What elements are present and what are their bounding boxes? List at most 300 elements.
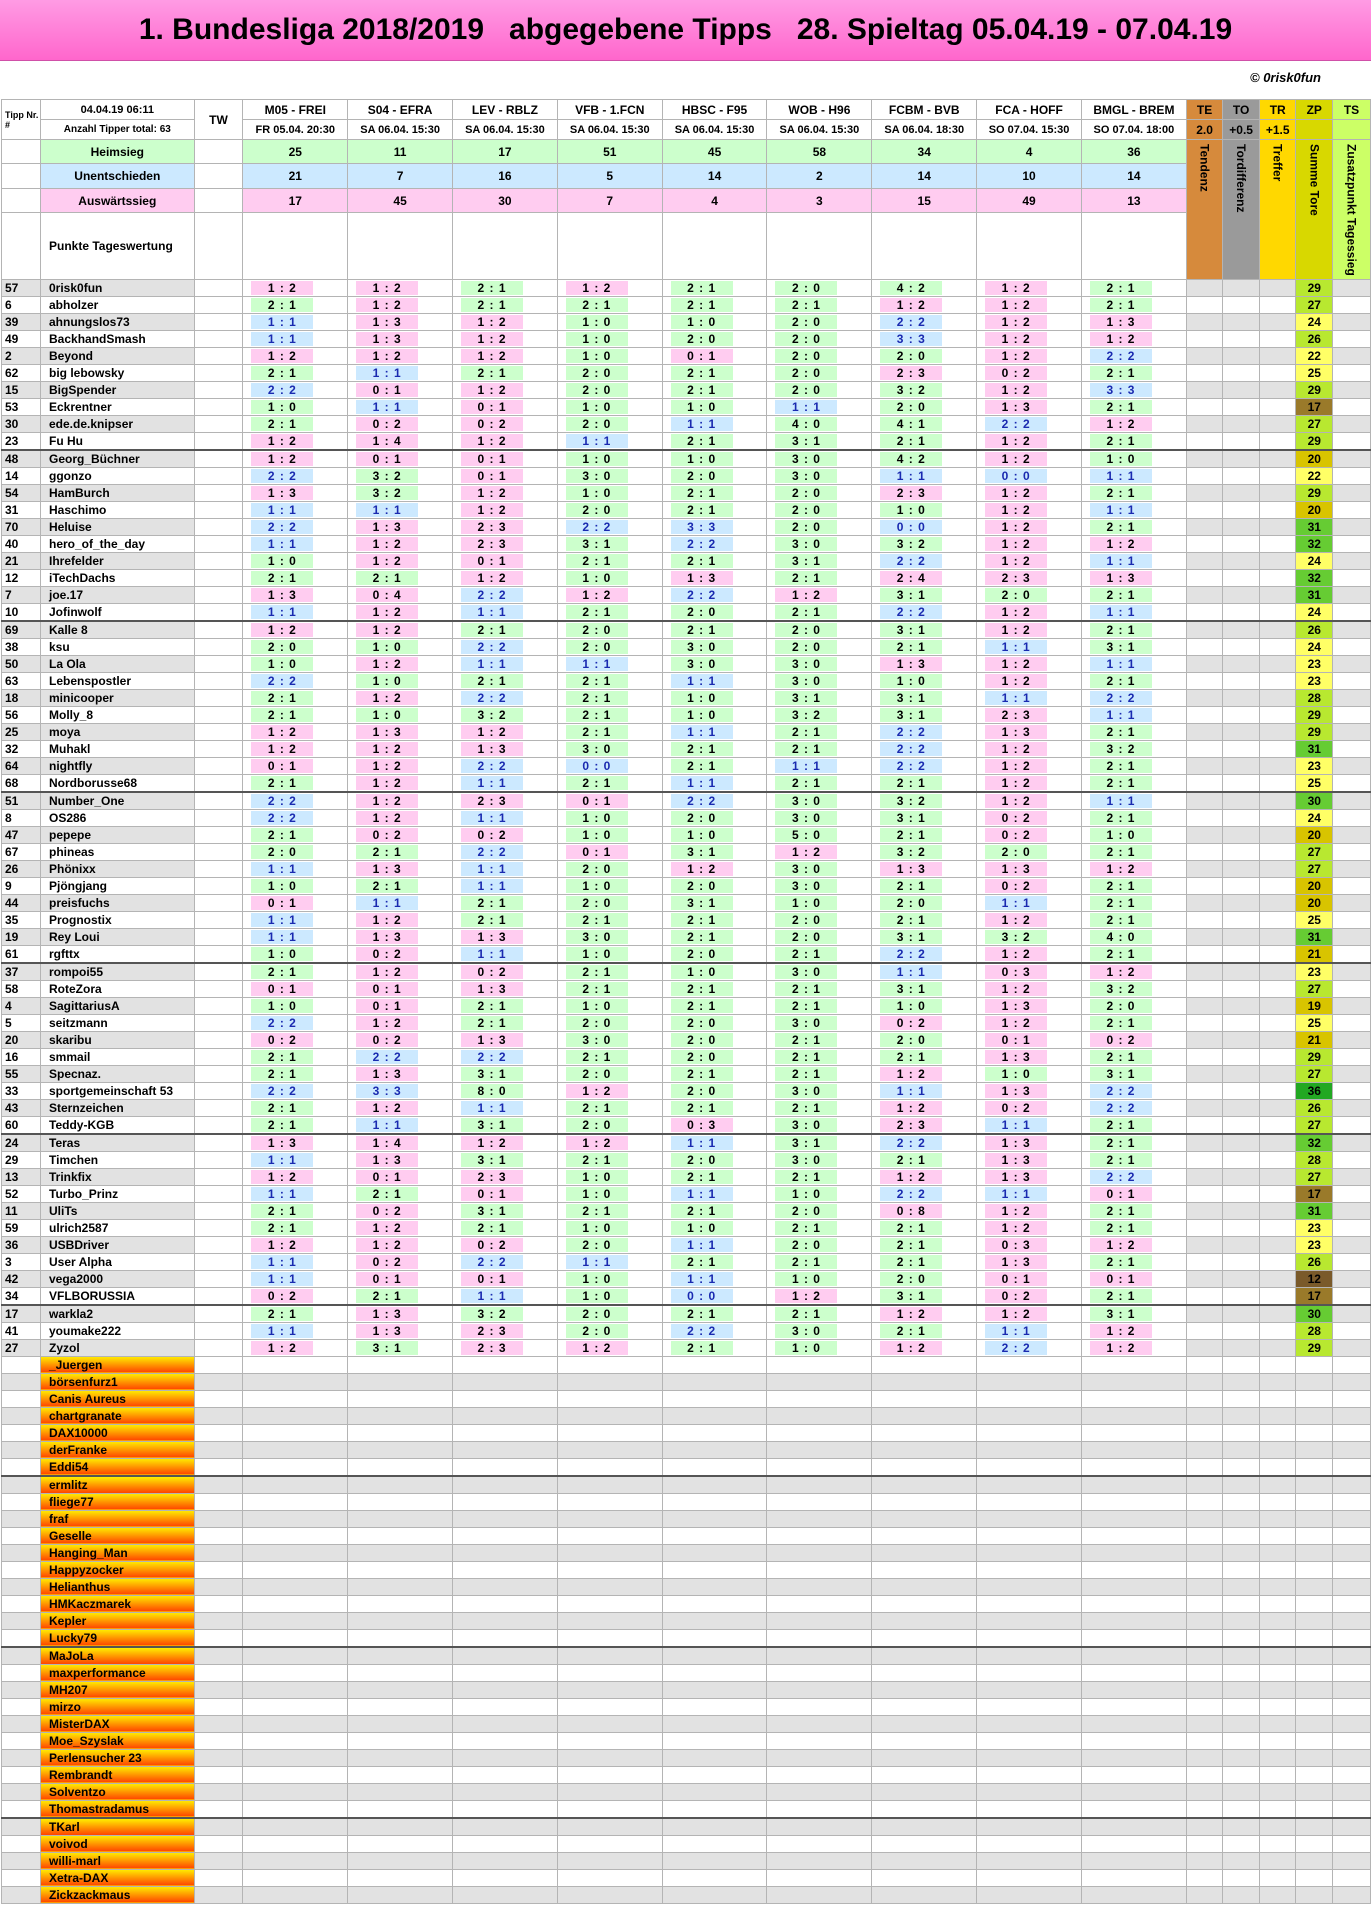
- zp-value: 27: [1296, 415, 1333, 432]
- tip-cell: [348, 501, 453, 518]
- summary-unent: 16: [453, 164, 558, 188]
- blank-cell: [453, 1390, 558, 1407]
- tip-value: 2 : 0: [775, 315, 837, 329]
- ts-cell: [1333, 1253, 1371, 1270]
- match-date: SA 06.04. 15:30: [557, 120, 662, 140]
- tip-value: 1 : 1: [985, 1118, 1047, 1132]
- tip-cell: [662, 1048, 767, 1065]
- blank-cell: [1081, 1527, 1186, 1544]
- tip-cell: [243, 279, 348, 296]
- tip-cell: [243, 518, 348, 535]
- tip-value: 2 : 1: [1090, 1289, 1152, 1303]
- tipper-nr: 39: [2, 313, 41, 330]
- summary-ausw: 4: [662, 188, 767, 212]
- tip-value: 8 : 0: [461, 1084, 523, 1098]
- tip-cell: [767, 757, 872, 774]
- tip-value: 2 : 1: [356, 571, 418, 585]
- missing-tipper-name: willi-marl: [41, 1852, 195, 1869]
- blank-cell: [1081, 1715, 1186, 1732]
- tipper-name: Turbo_Prinz: [41, 1185, 195, 1202]
- tip-value: 3 : 2: [880, 845, 942, 859]
- match-name: LEV - RBLZ: [453, 100, 558, 120]
- ts-cell: [1333, 1305, 1371, 1323]
- tip-value: 1 : 2: [251, 452, 313, 466]
- table-row: [2, 279, 1371, 296]
- tip-cell: [348, 1116, 453, 1134]
- tip-value: 2 : 1: [775, 1050, 837, 1064]
- tip-value: 2 : 2: [1090, 349, 1152, 363]
- blank-cell: [1223, 1493, 1260, 1510]
- te-cell: [1186, 603, 1223, 621]
- tw-cell: [194, 467, 243, 484]
- tip-cell: [872, 398, 977, 415]
- blank-cell: [1296, 1749, 1333, 1766]
- tip-value: 2 : 1: [1090, 776, 1152, 790]
- blank-cell: [1333, 1818, 1371, 1836]
- blank-cell: [453, 1356, 558, 1373]
- tip-value: 2 : 1: [251, 1221, 313, 1235]
- tip-value: 0 : 2: [251, 1289, 313, 1303]
- tip-value: 1 : 1: [671, 776, 733, 790]
- tip-cell: [1081, 1253, 1186, 1270]
- tr-cell: [1259, 313, 1296, 330]
- tip-cell: [348, 279, 453, 296]
- tip-cell: [243, 963, 348, 981]
- tip-value: 2 : 1: [356, 1289, 418, 1303]
- blank-cell: [977, 1698, 1082, 1715]
- tipper-nr: 23: [2, 432, 41, 450]
- tip-value: 2 : 1: [671, 999, 733, 1013]
- tip-value: 0 : 1: [356, 1272, 418, 1286]
- blank-cell: [194, 1698, 243, 1715]
- zp-value: 25: [1296, 911, 1333, 928]
- tip-value: 2 : 2: [251, 811, 313, 825]
- blank-cell: [557, 1578, 662, 1595]
- blank-cell: [872, 1527, 977, 1544]
- tipper-name: User Alpha: [41, 1253, 195, 1270]
- table-row: [2, 1151, 1371, 1168]
- tip-value: 2 : 0: [566, 896, 628, 910]
- tip-cell: [453, 1031, 558, 1048]
- tip-cell: [1081, 279, 1186, 296]
- tip-cell: [977, 1134, 1082, 1152]
- tip-value: 2 : 1: [461, 298, 523, 312]
- summary-punkte: [872, 213, 977, 280]
- blank-cell: [1259, 1458, 1296, 1476]
- missing-tipper-name: Solventzo: [41, 1783, 195, 1800]
- tip-value: 3 : 2: [461, 708, 523, 722]
- tip-cell: [1081, 603, 1186, 621]
- blank-cell: [872, 1390, 977, 1407]
- tip-cell: [977, 672, 1082, 689]
- blank-cell: [767, 1527, 872, 1544]
- blank-cell: [662, 1749, 767, 1766]
- tip-cell: [662, 484, 767, 501]
- tip-value: 4 : 2: [880, 452, 942, 466]
- tip-value: 2 : 1: [1090, 1153, 1152, 1167]
- tw-cell: [194, 552, 243, 569]
- tip-value: 2 : 1: [251, 571, 313, 585]
- tip-value: 2 : 1: [566, 708, 628, 722]
- tipp-nr-header: Tipp Nr. #: [2, 100, 41, 140]
- tip-value: 1 : 2: [461, 571, 523, 585]
- blank-cell: [2, 1664, 41, 1681]
- tip-value: 1 : 3: [251, 588, 313, 602]
- tip-value: 2 : 1: [251, 366, 313, 380]
- blank-cell: [1333, 1698, 1371, 1715]
- tip-cell: [872, 997, 977, 1014]
- table-row: [2, 1510, 1371, 1527]
- tip-value: 2 : 1: [880, 1153, 942, 1167]
- tip-cell: [872, 467, 977, 484]
- blank-cell: [1186, 1441, 1223, 1458]
- blank-cell: [1081, 1441, 1186, 1458]
- te-cell: [1186, 706, 1223, 723]
- tip-value: 1 : 2: [985, 434, 1047, 448]
- zp-value: 29: [1296, 432, 1333, 450]
- blank-cell: [767, 1373, 872, 1390]
- tw-cell: [194, 1202, 243, 1219]
- blank-cell: [1259, 1527, 1296, 1544]
- blank-cell: [1186, 1578, 1223, 1595]
- tip-cell: [977, 997, 1082, 1014]
- blank-cell: [1333, 1476, 1371, 1494]
- tip-value: 2 : 0: [566, 1238, 628, 1252]
- tip-value: 1 : 1: [671, 417, 733, 431]
- table-row: [2, 1800, 1371, 1818]
- tip-cell: [662, 997, 767, 1014]
- tip-cell: [1081, 313, 1186, 330]
- zp-value: 30: [1296, 1305, 1333, 1323]
- tip-cell: [243, 398, 348, 415]
- blank-cell: [243, 1407, 348, 1424]
- tip-cell: [662, 398, 767, 415]
- tip-value: 2 : 1: [461, 281, 523, 295]
- tw-cell: [194, 672, 243, 689]
- tip-value: 1 : 0: [671, 400, 733, 414]
- tip-value: 2 : 0: [671, 947, 733, 961]
- tip-cell: [243, 313, 348, 330]
- blank-cell: [1223, 1783, 1260, 1800]
- table-row: [2, 364, 1371, 381]
- blank-cell: [872, 1886, 977, 1903]
- copyright-note: © 0risk0fun: [1250, 70, 1321, 85]
- blank-cell: [194, 1373, 243, 1390]
- tip-value: 1 : 2: [985, 1221, 1047, 1235]
- tipper-name: Sternzeichen: [41, 1099, 195, 1116]
- tip-cell: [662, 296, 767, 313]
- zp-value: 29: [1296, 1048, 1333, 1065]
- tip-cell: [453, 1151, 558, 1168]
- blank-cell: [2, 1373, 41, 1390]
- tip-cell: [348, 826, 453, 843]
- tip-value: 2 : 1: [775, 1255, 837, 1269]
- tip-value: 3 : 1: [880, 982, 942, 996]
- tipper-name: nightfly: [41, 757, 195, 774]
- zp-value: 32: [1296, 569, 1333, 586]
- tip-value: 2 : 1: [1090, 1255, 1152, 1269]
- tip-value: 1 : 1: [251, 1255, 313, 1269]
- tip-cell: [872, 364, 977, 381]
- tip-value: 3 : 0: [566, 1033, 628, 1047]
- tip-value: 2 : 1: [251, 417, 313, 431]
- tip-cell: [977, 501, 1082, 518]
- blank-cell: [2, 1783, 41, 1800]
- blank-cell: [243, 1869, 348, 1886]
- tip-cell: [872, 911, 977, 928]
- tip-value: 1 : 0: [251, 554, 313, 568]
- tipper-name: ede.de.knipser: [41, 415, 195, 432]
- blank-cell: [1259, 1595, 1296, 1612]
- to-cell: [1223, 963, 1260, 981]
- tip-value: 1 : 3: [356, 315, 418, 329]
- summary-label-unent: Unentschieden: [41, 164, 195, 188]
- tip-value: 1 : 2: [356, 913, 418, 927]
- table-row: [2, 1168, 1371, 1185]
- tip-cell: [872, 432, 977, 450]
- tw-cell: [194, 381, 243, 398]
- tip-cell: [348, 569, 453, 586]
- blank-cell: [194, 1664, 243, 1681]
- tip-value: 2 : 1: [566, 691, 628, 705]
- tw-cell: [194, 826, 243, 843]
- tip-value: 3 : 1: [775, 434, 837, 448]
- tip-cell: [453, 364, 558, 381]
- tip-cell: [243, 450, 348, 468]
- tip-value: 1 : 2: [985, 776, 1047, 790]
- blank-cell: [348, 1561, 453, 1578]
- tw-cell: [194, 484, 243, 501]
- tip-cell: [243, 1270, 348, 1287]
- tw-cell: [194, 518, 243, 535]
- tip-cell: [662, 467, 767, 484]
- tip-cell: [977, 415, 1082, 432]
- tr-cell: [1259, 809, 1296, 826]
- tw-cell: [194, 928, 243, 945]
- tip-value: 2 : 1: [251, 965, 313, 979]
- tip-cell: [557, 1253, 662, 1270]
- tip-cell: [557, 1236, 662, 1253]
- tip-value: 3 : 1: [1090, 640, 1152, 654]
- tip-cell: [662, 1287, 767, 1305]
- table-row: [2, 894, 1371, 911]
- tip-value: 1 : 2: [985, 623, 1047, 637]
- blank-cell: [1186, 1493, 1223, 1510]
- tipper-name: OS286: [41, 809, 195, 826]
- tipper-nr: 11: [2, 1202, 41, 1219]
- tip-value: 0 : 4: [356, 588, 418, 602]
- tip-cell: [977, 1219, 1082, 1236]
- tipper-name: minicooper: [41, 689, 195, 706]
- tip-value: 1 : 3: [985, 862, 1047, 876]
- tip-value: 2 : 1: [566, 674, 628, 688]
- tip-cell: [872, 963, 977, 981]
- zp-value: 23: [1296, 672, 1333, 689]
- tw-cell: [194, 740, 243, 757]
- tip-value: 2 : 0: [775, 366, 837, 380]
- table-row: [2, 1185, 1371, 1202]
- tip-value: 2 : 1: [671, 486, 733, 500]
- blank-cell: [767, 1510, 872, 1527]
- tip-cell: [872, 1168, 977, 1185]
- table-row: [2, 1339, 1371, 1356]
- tip-value: 3 : 0: [775, 1118, 837, 1132]
- blank-cell: [977, 1852, 1082, 1869]
- blank-cell: [1223, 1664, 1260, 1681]
- tipper-name: ulrich2587: [41, 1219, 195, 1236]
- tip-cell: [977, 586, 1082, 603]
- ts-cell: [1333, 364, 1371, 381]
- blank-cell: [557, 1886, 662, 1903]
- tip-cell: [662, 689, 767, 706]
- tip-value: 2 : 1: [356, 1187, 418, 1201]
- tip-cell: [872, 1031, 977, 1048]
- tip-cell: [872, 1339, 977, 1356]
- tip-value: 1 : 1: [880, 965, 942, 979]
- tip-value: 1 : 2: [251, 349, 313, 363]
- missing-tipper-name: maxperformance: [41, 1664, 195, 1681]
- tr-cell: [1259, 1168, 1296, 1185]
- tip-value: 2 : 0: [566, 623, 628, 637]
- to-cell: [1223, 1065, 1260, 1082]
- table-row: [2, 1065, 1371, 1082]
- tip-value: 1 : 2: [356, 965, 418, 979]
- tip-value: 1 : 2: [356, 811, 418, 825]
- tip-value: 1 : 0: [671, 315, 733, 329]
- table-row: [2, 1681, 1371, 1698]
- tip-value: 1 : 2: [985, 1204, 1047, 1218]
- blank-cell: [872, 1493, 977, 1510]
- tip-cell: [557, 518, 662, 535]
- tip-cell: [243, 484, 348, 501]
- tip-cell: [1081, 689, 1186, 706]
- tip-value: 1 : 0: [356, 708, 418, 722]
- blank-cell: [348, 1818, 453, 1836]
- blank-cell: [1186, 1373, 1223, 1390]
- table-row: [2, 501, 1371, 518]
- tip-cell: [243, 980, 348, 997]
- tipper-nr: 20: [2, 1031, 41, 1048]
- zp-value: 29: [1296, 706, 1333, 723]
- blank-cell: [194, 1783, 243, 1800]
- tip-value: 2 : 1: [671, 1204, 733, 1218]
- tr-label: Treffer: [1270, 144, 1285, 182]
- tr-cell: [1259, 450, 1296, 468]
- blank-cell: [1186, 1852, 1223, 1869]
- blank-cell: [2, 1561, 41, 1578]
- blank-cell: [1333, 1766, 1371, 1783]
- blank-cell: [348, 1493, 453, 1510]
- te-cell: [1186, 1151, 1223, 1168]
- tip-value: 0 : 0: [985, 469, 1047, 483]
- blank-cell: [243, 1458, 348, 1476]
- tip-cell: [872, 518, 977, 535]
- tipper-nr: 21: [2, 552, 41, 569]
- te-cell: [1186, 398, 1223, 415]
- tipper-nr: 69: [2, 621, 41, 639]
- tip-value: 3 : 0: [775, 879, 837, 893]
- tip-cell: [872, 552, 977, 569]
- blank-cell: [1081, 1800, 1186, 1818]
- tip-cell: [453, 826, 558, 843]
- tip-value: 2 : 2: [880, 315, 942, 329]
- tip-value: 1 : 0: [251, 879, 313, 893]
- tip-cell: [767, 432, 872, 450]
- zp-value: 20: [1296, 826, 1333, 843]
- tip-cell: [872, 1219, 977, 1236]
- tip-cell: [453, 723, 558, 740]
- tip-value: 1 : 3: [461, 742, 523, 756]
- tip-cell: [872, 826, 977, 843]
- tip-value: 2 : 2: [880, 1136, 942, 1150]
- tip-value: 3 : 0: [566, 930, 628, 944]
- zp-value: 31: [1296, 740, 1333, 757]
- tipper-name: ksu: [41, 638, 195, 655]
- tip-cell: [977, 569, 1082, 586]
- tip-cell: [767, 1065, 872, 1082]
- tr-cell: [1259, 945, 1296, 963]
- tip-value: 2 : 2: [461, 588, 523, 602]
- tip-cell: [1081, 980, 1186, 997]
- tip-cell: [453, 809, 558, 826]
- tip-cell: [348, 330, 453, 347]
- zp-value: 23: [1296, 655, 1333, 672]
- tip-value: 3 : 3: [356, 1084, 418, 1098]
- blank-cell: [1333, 1664, 1371, 1681]
- blank-cell: [1259, 1612, 1296, 1629]
- tipper-name: Trinkfix: [41, 1168, 195, 1185]
- tipper-nr: 15: [2, 381, 41, 398]
- tipper-name: abholzer: [41, 296, 195, 313]
- blank-cell: [1186, 1698, 1223, 1715]
- blank-cell: [348, 1527, 453, 1544]
- tip-cell: [872, 1236, 977, 1253]
- tip-cell: [243, 586, 348, 603]
- tip-cell: [557, 1322, 662, 1339]
- tip-cell: [243, 296, 348, 313]
- tip-value: 1 : 0: [566, 1289, 628, 1303]
- tip-cell: [557, 1168, 662, 1185]
- blank-cell: [557, 1647, 662, 1665]
- te-cell: [1186, 894, 1223, 911]
- missing-tipper-name: Helianthus: [41, 1578, 195, 1595]
- tipper-nr: 31: [2, 501, 41, 518]
- tr-cell: [1259, 1134, 1296, 1152]
- tip-cell: [557, 860, 662, 877]
- tip-value: 0 : 0: [566, 759, 628, 773]
- tr-label-cell: [1259, 140, 1296, 280]
- zp-value: 24: [1296, 313, 1333, 330]
- tip-cell: [1081, 706, 1186, 723]
- table-row: [2, 1835, 1371, 1852]
- tip-value: 1 : 3: [985, 1050, 1047, 1064]
- blank-cell: [1081, 1424, 1186, 1441]
- blank-cell: [194, 1869, 243, 1886]
- to-cell: [1223, 843, 1260, 860]
- tipper-name: rompoi55: [41, 963, 195, 981]
- tw-blank: [194, 140, 243, 164]
- tip-value: 2 : 2: [880, 742, 942, 756]
- blank-cell: [1081, 1664, 1186, 1681]
- tip-cell: [662, 792, 767, 810]
- summary-heim: 4: [977, 140, 1082, 164]
- blank-cell: [1223, 1835, 1260, 1852]
- tip-cell: [977, 963, 1082, 981]
- tr-cell: [1259, 347, 1296, 364]
- tip-cell: [453, 450, 558, 468]
- tw-cell: [194, 1151, 243, 1168]
- tip-value: 1 : 2: [251, 742, 313, 756]
